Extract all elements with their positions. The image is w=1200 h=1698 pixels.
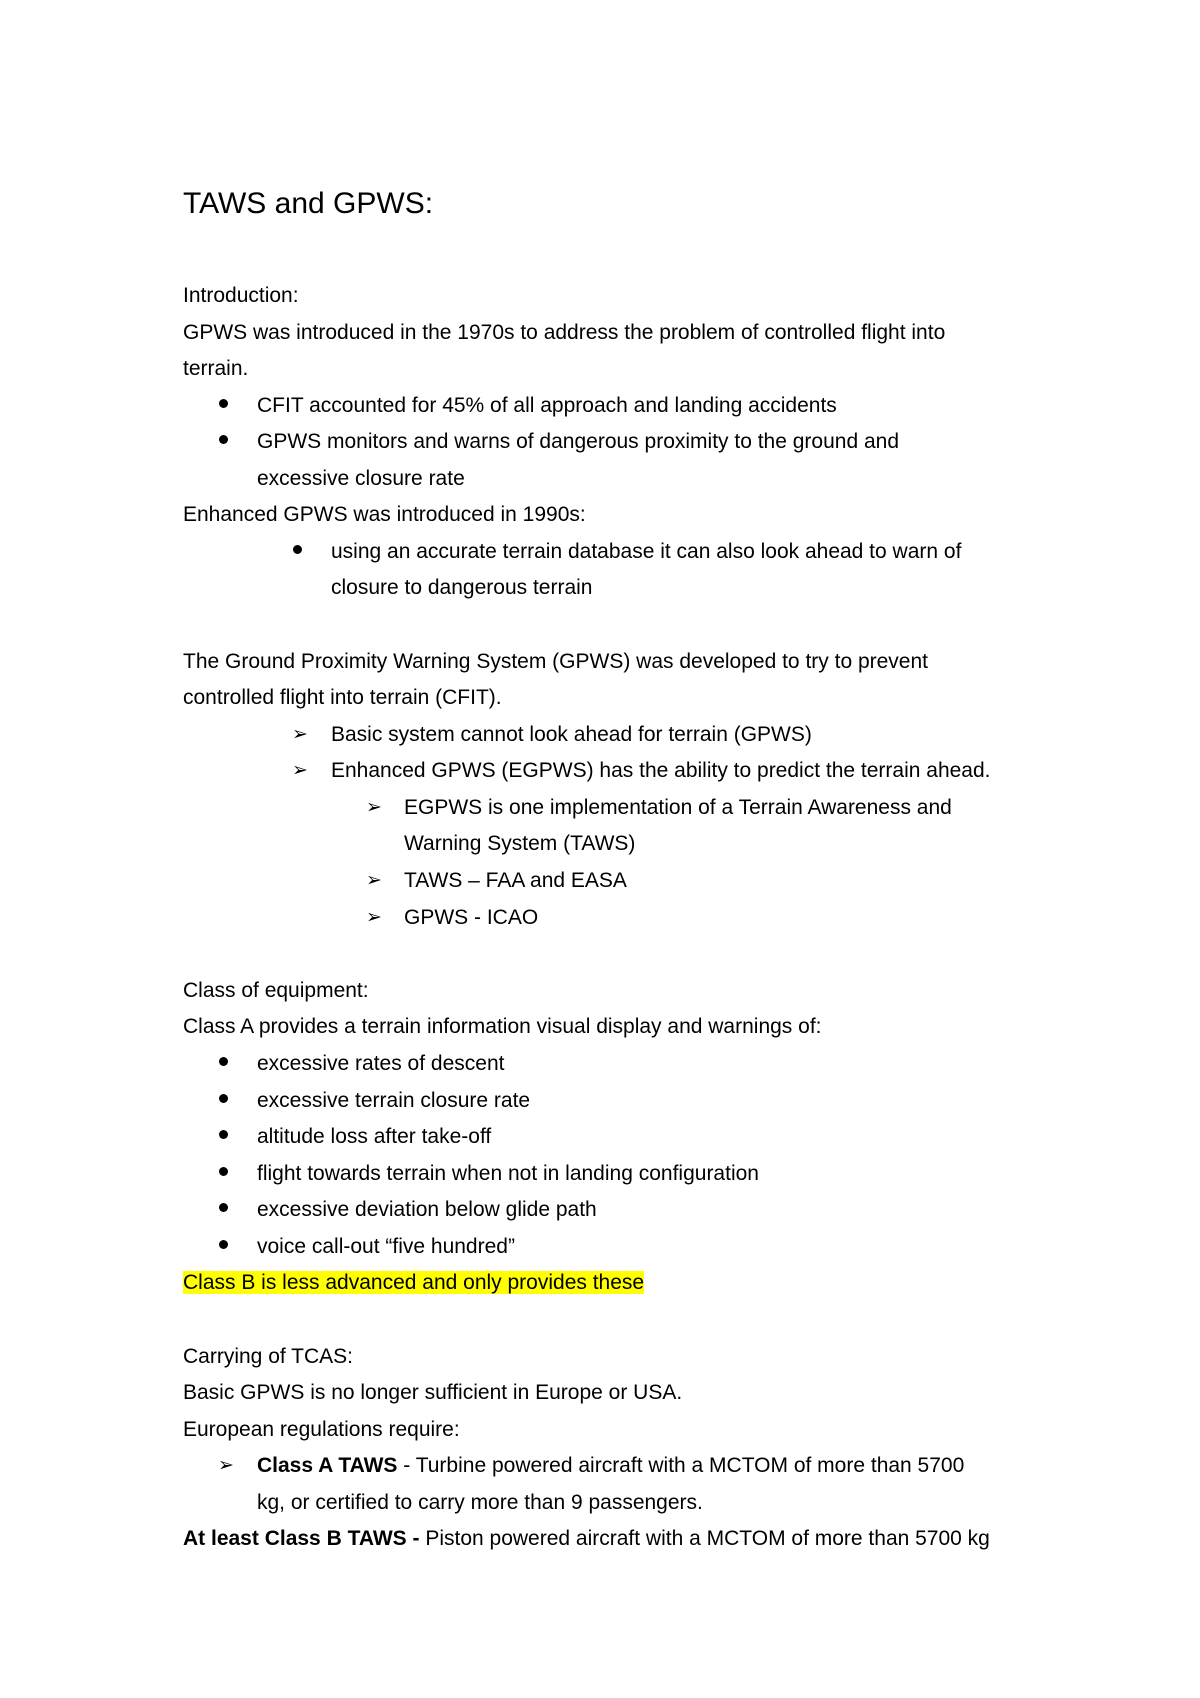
intro-paragraph-line: terrain. bbox=[183, 357, 249, 380]
list-item bbox=[257, 1448, 964, 1484]
arrow-bullet-icon: ➢ bbox=[218, 1454, 234, 1476]
bullet-icon bbox=[219, 1130, 228, 1139]
list-item-text: - Turbine powered aircraft with a MCTOM of more than 5700 bbox=[397, 1454, 965, 1477]
list-item: excessive deviation below glide path bbox=[257, 1198, 597, 1221]
bullet-icon bbox=[219, 1240, 228, 1249]
list-item: using an accurate terrain database it can also look ahead to warn of bbox=[331, 540, 962, 563]
enhanced-gpws-line: Enhanced GPWS was introduced in 1990s: bbox=[183, 503, 586, 526]
list-item: CFIT accounted for 45% of all approach and landing accidents bbox=[257, 394, 837, 417]
highlighted-text: Class B is less advanced and only provides these bbox=[183, 1271, 645, 1294]
bullet-icon bbox=[219, 1094, 228, 1103]
list-item: GPWS - ICAO bbox=[404, 906, 539, 929]
arrow-bullet-icon: ➢ bbox=[292, 723, 308, 745]
arrow-bullet-icon: ➢ bbox=[366, 906, 382, 928]
list-item: GPWS monitors and warns of dangerous proximity to the ground and bbox=[257, 430, 899, 453]
bullet-icon bbox=[219, 1167, 228, 1176]
arrow-bullet-icon: ➢ bbox=[292, 759, 308, 781]
bullet-icon bbox=[219, 399, 228, 408]
list-item: voice call-out “five hundred” bbox=[257, 1235, 515, 1258]
list-item: excessive rates of descent bbox=[257, 1052, 505, 1075]
gpws-paragraph-line: controlled flight into terrain (CFIT). bbox=[183, 686, 502, 709]
bullet-icon bbox=[219, 1057, 228, 1066]
class-b-requirement bbox=[183, 1521, 990, 1557]
list-item: TAWS – FAA and EASA bbox=[404, 869, 627, 892]
list-item: EGPWS is one implementation of a Terrain Awareness and bbox=[404, 796, 952, 819]
list-item: Enhanced GPWS (EGPWS) has the ability to predict the terrain ahead. bbox=[331, 759, 991, 782]
arrow-bullet-icon: ➢ bbox=[366, 796, 382, 818]
highlighted-note bbox=[183, 1265, 644, 1301]
bold-label: Class A TAWS bbox=[257, 1454, 398, 1477]
list-item-continuation: Warning System (TAWS) bbox=[404, 832, 636, 855]
page-title: TAWS and GPWS: bbox=[183, 187, 434, 220]
equipment-heading: Class of equipment: bbox=[183, 979, 369, 1002]
intro-paragraph-line: GPWS was introduced in the 1970s to address the problem of controlled flight into bbox=[183, 321, 946, 344]
bullet-icon bbox=[219, 1203, 228, 1212]
list-item-continuation: excessive closure rate bbox=[257, 467, 465, 490]
list-item-continuation: kg, or certified to carry more than 9 passengers. bbox=[257, 1491, 703, 1514]
list-item: excessive terrain closure rate bbox=[257, 1089, 531, 1112]
bullet-icon bbox=[293, 545, 302, 554]
list-item-continuation: closure to dangerous terrain bbox=[331, 576, 593, 599]
list-item: Basic system cannot look ahead for terrain (GPWS) bbox=[331, 723, 812, 746]
list-item: flight towards terrain when not in landing configuration bbox=[257, 1162, 759, 1185]
list-item: altitude loss after take-off bbox=[257, 1125, 492, 1148]
tcas-heading: Carrying of TCAS: bbox=[183, 1345, 353, 1368]
arrow-bullet-icon: ➢ bbox=[366, 869, 382, 891]
tcas-line: Basic GPWS is no longer sufficient in Europe or USA. bbox=[183, 1381, 683, 1404]
requirement-text: Piston powered aircraft with a MCTOM of more than 5700 kg bbox=[419, 1527, 990, 1550]
equipment-intro: Class A provides a terrain information visual display and warnings of: bbox=[183, 1015, 822, 1038]
bullet-icon bbox=[219, 435, 228, 444]
intro-heading: Introduction: bbox=[183, 284, 299, 307]
bold-label: At least Class B TAWS - bbox=[183, 1527, 420, 1550]
tcas-line: European regulations require: bbox=[183, 1418, 460, 1441]
gpws-paragraph-line: The Ground Proximity Warning System (GPWS) was developed to try to prevent bbox=[183, 650, 928, 673]
